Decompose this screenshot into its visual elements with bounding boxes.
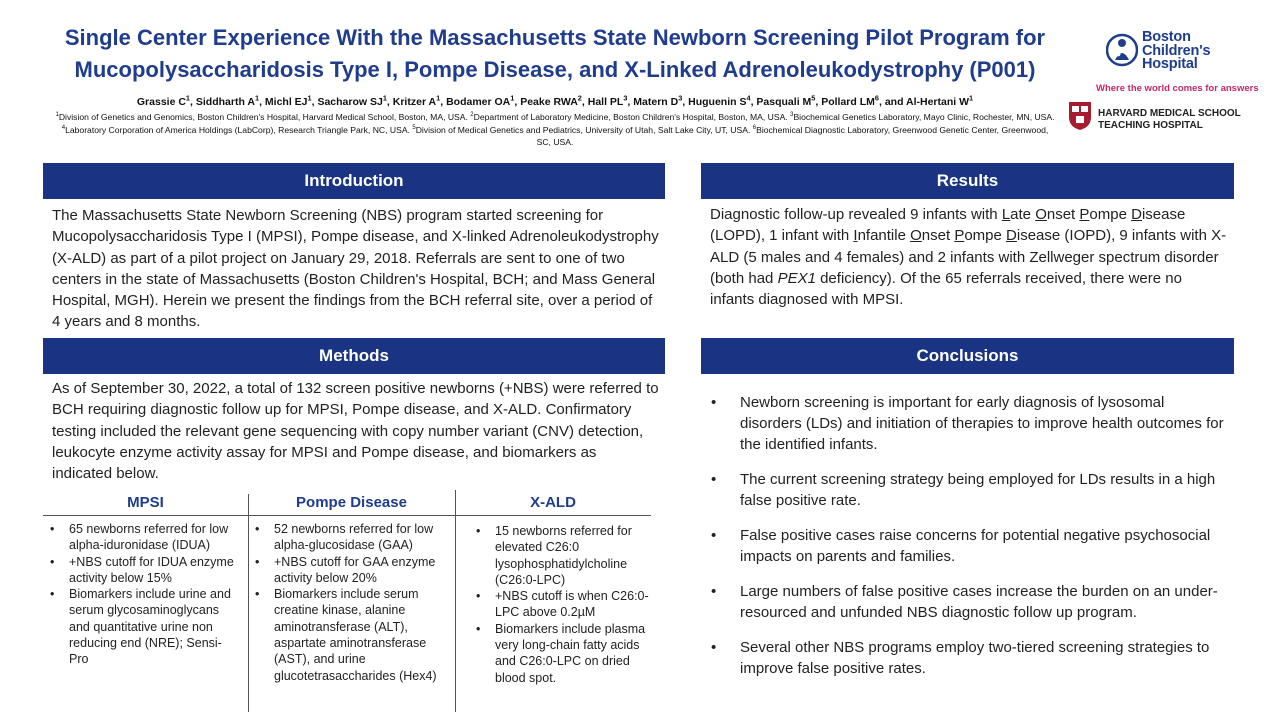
list-item: • False positive cases raise concerns for potential negative psychosocial impacts on parents and families.: [708, 525, 1228, 567]
xald-list: [471, 523, 651, 686]
introduction-heading: Introduction: [43, 163, 665, 199]
list-item: • Large numbers of false positive cases increase the burden on an under-resourced and unfunded NBS diagnostic follow up program.: [708, 581, 1228, 623]
author: Grassie $C^1$,: [136, 93, 196, 108]
methods-heading: Methods: [43, 338, 665, 374]
author: Huguenin $S^4$,: [688, 93, 757, 108]
hms-logo-text: HARVARD MEDICAL SCHOOL TEACHING HOSPITAL: [1098, 108, 1241, 131]
author: Kritzer $A^1$,: [392, 93, 447, 108]
conclusions-list: [708, 392, 1228, 693]
author: Matern $D^3$,: [633, 93, 689, 108]
list-item: • Biomarkers include urine and serum glycosaminoglycans and quantitative urine non reducing end (NRE); Sensi-Pro: [45, 586, 240, 667]
author: Michl $EJ^1$,: [264, 93, 318, 108]
author: Hall $PL^3$,: [587, 93, 634, 108]
list-item: • Newborn screening is important for early diagnosis of lysosomal disorders (LDs) and initiation of therapies to improve health outcomes for the identified infants.: [708, 392, 1228, 455]
list-item: • The current screening strategy being employed for LDs results in a high false positive rate.: [708, 469, 1228, 511]
bch-logo-icon: [1106, 30, 1138, 70]
author: Siddharth $A^1$,: [195, 93, 265, 108]
pompe-list: [250, 521, 450, 684]
author: Pasquali $M^5$,: [756, 93, 822, 108]
author: Bodamer $OA^1$,: [446, 93, 521, 108]
methods-text: As of September 30, 2022, a total of 132 screen positive newborns (+NBS) were referred to BCH requiring diagnostic follow up for MPSI, Pompe disease, and X-ALD. Confirmatory testing included the relevant gene sequencing with copy number variant (CNV) detection, leukocyte enzyme activity assay for MPSI and Pompe disease, and biomarkers as indicated below.: [52, 380, 659, 483]
list-item: • 52 newborns referred for low alpha-glucosidase (GAA): [250, 521, 450, 554]
title-line-1: Single Center Experience With the Massachusetts State Newborn Screening Pilot Program for: [64, 25, 1046, 50]
column-divider: [248, 494, 249, 712]
poster-title: [20, 22, 1090, 86]
list-item: • 15 newborns referred for elevated C26:0 lysophosphatidylcholine (C26:0-LPC): [471, 523, 651, 588]
results-heading: Results: [701, 163, 1234, 199]
title-line-2: Mucopolysaccharidosis Type I, Pompe Disease, and X-Linked Adrenoleukodystrophy (P001): [74, 57, 1036, 82]
list-item: • Several other NBS programs employ two-tiered screening strategies to improve false positive rates.: [708, 637, 1228, 679]
xald-column-heading: X-ALD: [530, 494, 576, 511]
table-divider: [43, 515, 651, 516]
introduction-text: The Massachusetts State Newborn Screening (NBS) program started screening for Mucopolysaccharidosis Type I (MPSI), Pompe disease, and X-linked Adrenoleukodystrophy (X-ALD) as part of a pilot project on January 29, 2018. Referrals are sent to one of two centers in the state of Massachusetts (Boston Children's Hospital, BCH; and Mass General Hospital, MGH). Herein we present the findings from the BCH referral site, over a period of 4 years and 8 months.: [52, 207, 659, 331]
pompe-column-heading: Pompe Disease: [296, 494, 407, 511]
author: Sacharow $SJ^1$,: [317, 93, 393, 108]
list-item: • Biomarkers include serum creatine kinase, alanine aminotransferase (ALT), aspartate aminotransferase (AST), and urine glucotetrasaccharides (Hex4): [250, 586, 450, 684]
bch-logo-text: Boston Children's Hospital: [1142, 29, 1211, 72]
mpsi-list: [45, 521, 240, 668]
harvard-shield-icon: [1068, 101, 1092, 131]
list-item: • Biomarkers include plasma very long-chain fatty acids and C26:0-LPC on dried blood spot.: [471, 621, 651, 686]
conclusions-heading: Conclusions: [701, 338, 1234, 374]
bch-tagline: Where the world comes for answers: [1096, 83, 1259, 94]
author-list: [60, 93, 1050, 108]
affiliations: $^1$Division of Genetics and Genomics, Boston Children's Hospital, Harvard Medical School, Boston, MA, USA. $^2$Department of Laboratory Medicine, Boston Children's Hospital, Boston, MA, USA. $^3$Biochemical Genetics Laboratory, Mayo Clinic, Rochester, MN, USA. $^4$Laboratory Corporation of America Holdings (LabCorp), Research Triangle Park, NC, USA. $^5$Division of Medical Genetics and Pediatrics, University of Utah, Salt Lake City, UT, USA. $^6$Biochemical Diagnostic Laboratory, Greenwood Genetic Center, Greenwood, SC, USA.: [55, 112, 1055, 147]
author: Al-Hertani $W^1$: [906, 93, 974, 108]
results-text: Diagnostic follow-up revealed 9 infants with Late Onset Pompe Disease (LOPD), 1 infant with Infantile Onset Pompe Disease (IOPD), 9 infants with X-ALD (5 males and 4 females) and 2 infants with Zellweger spectrum disorder (both had PEX1 deficiency). Of the 65 referrals received, there were no infants diagnosed with MPSI.: [710, 206, 1227, 309]
list-item: • +NBS cutoff for GAA enzyme activity below 20%: [250, 554, 450, 587]
list-item: • +NBS cutoff for IDUA enzyme activity below 15%: [45, 554, 240, 587]
mpsi-column-heading: MPSI: [127, 494, 164, 511]
list-item: • +NBS cutoff is when C26:0-LPC above 0.2µM: [471, 588, 651, 621]
author: Peake RWA$^2$,: [520, 93, 588, 108]
list-item: • 65 newborns referred for low alpha-iduronidase (IDUA): [45, 521, 240, 554]
author: Pollard $LM^6$, and: [821, 93, 907, 108]
column-divider: [455, 490, 456, 712]
